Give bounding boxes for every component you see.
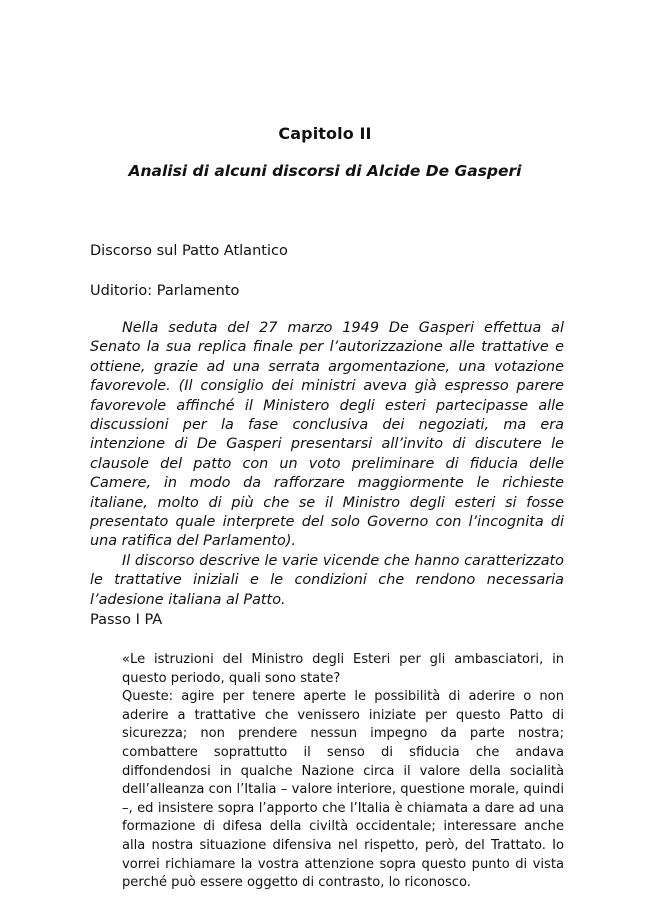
chapter-subtitle: Analisi di alcuni discorsi di Alcide De Gasperi (128, 162, 522, 180)
quote-question: «Le istruzioni del Ministro degli Esteri per gli ambasciatori, in questo periodo, quali sono state? (122, 652, 564, 686)
intro-paragraph: Il discorso descrive le varie vicende che hanno caratterizzato le trattative iniziali e le condizioni che rendono necessaria l’adesione italiana al Patto. (90, 552, 564, 608)
quote-answer: Queste: agire per tenere aperte le possibilità di aderire o non aderire a trattative che venissero iniziate per questo Patto di sicurezza; non prendere nessun impegno da parte nostra; combattere soprattutto il senso di sfiducia che andava diffondendosi in qualche Nazione circa il valore della socialità dell’alleanza con l’Italia – valore interiore, questione morale, quindi –, ed insistere sopra l’apporto che l’Italia è chiamata a dare ad una formazione di difesa della civiltà occidentale; interessare anche alla nostra situazione difensiva nel rispetto, però, del Trattato. Io vorrei richiamare la vostra attenzione sopra questo punto di vista perché può essere oggetto di contrasto, lo riconosco. (122, 689, 564, 891)
intro-paragraph: Nella seduta del 27 marzo 1949 De Gasperi effettua al Senato la sua replica finale per l’autorizzazione alle trattative e ottiene, grazie ad una serrata argomentazione, una votazione favorevole. (Il consiglio dei ministri aveva già espresso parere favorevole affinché il Ministero degli esteri partecipasse alle discussioni per la fase conclusiva dei negoziati, ma era intenzione di De Gasperi presentarsi all’invito di discutere le clausole del patto con un voto preliminare di fiducia delle Camere, in modo da rafforzare maggiormente le richieste italiane, molto di più che se il Ministro degli esteri si fosse presentato quale interprete del solo Governo con l’incognita di una ratifica del Parlamento). (90, 320, 564, 550)
speech-title: Discorso sul Patto Atlantico (90, 243, 288, 259)
passage-quote (122, 651, 564, 893)
chapter-title: Capitolo II (278, 124, 372, 143)
passage-label: Passo I PA (90, 612, 163, 628)
speech-audience: Uditorio: Parlamento (90, 283, 240, 299)
intro-text (90, 319, 564, 610)
